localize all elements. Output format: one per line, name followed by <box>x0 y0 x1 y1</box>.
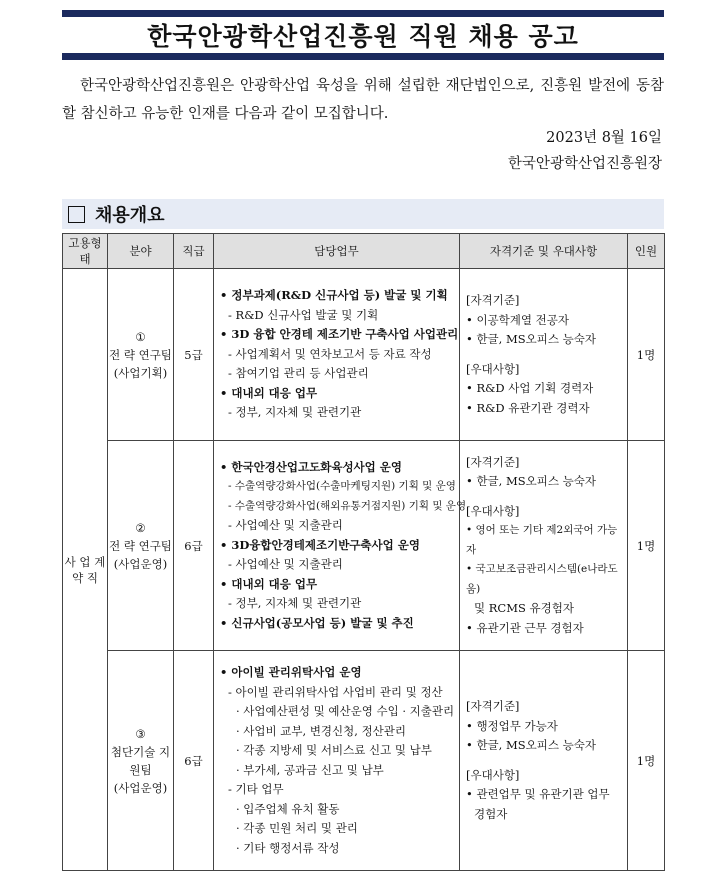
square-icon <box>68 206 85 223</box>
header-headcount: 인원 <box>628 234 665 269</box>
qual-line: • R&D 유관기관 경력자 <box>466 400 590 415</box>
section-header <box>62 199 664 229</box>
duty-line: - 정부, 지자체 및 관련기관 <box>228 405 362 420</box>
title-bar <box>62 10 664 60</box>
qual-line: [우대사항] <box>466 503 520 518</box>
recruitment-table <box>62 233 665 871</box>
duty-line: • 정부과제(R&D 신규사업 등) 발굴 및 기획 <box>220 288 448 303</box>
duty-line: - 수출역량강화사업(해외유통거점지원) 기획 및 운영 <box>228 499 467 512</box>
duty-line: • 신규사업(공모사업 등) 발굴 및 추진 <box>220 615 414 630</box>
field-number: ② <box>135 520 146 535</box>
header-duties: 담당업무 <box>214 234 460 269</box>
field-sub: (사업운영) <box>113 556 168 571</box>
grade-cell: 5급 <box>174 269 214 441</box>
field-name: 전 략 연구팀 <box>109 538 172 553</box>
field-cell <box>108 651 174 871</box>
duty-line: - 참여기업 관리 등 사업관리 <box>228 366 369 381</box>
table-row <box>63 441 665 651</box>
header-grade: 직급 <box>174 234 214 269</box>
qual-line: [자격기준] <box>466 293 520 307</box>
table-row <box>63 651 665 871</box>
duty-line: • 아이빌 관리위탁사업 운영 <box>220 665 362 679</box>
table-row <box>63 269 665 441</box>
duty-line: - 사업계획서 및 연차보고서 등 자료 작성 <box>228 346 432 361</box>
grade-cell: 6급 <box>174 651 214 871</box>
qual-line: [우대사항] <box>466 361 520 376</box>
duty-line: • 3D 융합 안경테 제조기반 구축사업 사업관리 <box>220 327 459 342</box>
grade-cell: 6급 <box>174 441 214 651</box>
spacer <box>466 756 621 766</box>
duty-line: · 사업예산편성 및 예산운영 수입 · 지출관리 <box>236 704 455 718</box>
qual-line: • 영어 또는 기타 제2외국어 가능자 <box>466 524 618 556</box>
headcount-cell: 1명 <box>628 651 665 871</box>
duties-cell <box>214 441 467 651</box>
sender-name: 한국안광학산업진흥원장 <box>507 156 662 172</box>
duty-line: - R&D 신규사업 발굴 및 기획 <box>228 307 379 322</box>
qual-line: • 국고보조금관리시스템(e나라도움) <box>466 563 618 595</box>
employment-type-cell <box>63 269 108 871</box>
section-title: 채용개요 <box>95 205 165 226</box>
headcount-cell: 1명 <box>628 441 665 651</box>
duty-line: · 사업비 교부, 변경신청, 정산관리 <box>236 723 407 738</box>
qual-line: • 한글, MS오피스 능숙자 <box>466 738 596 752</box>
duty-line: • 3D융합안경테제조기반구축사업 운영 <box>220 537 420 552</box>
duty-line: - 수출역량강화사업(수출마케팅지원) 기획 및 운영 <box>228 480 456 493</box>
qual-line: • R&D 사업 기획 경력자 <box>466 381 594 395</box>
headcount-cell: 1명 <box>628 269 665 441</box>
field-number: ③ <box>135 726 146 741</box>
field-name: 전 략 연구팀 <box>109 347 172 362</box>
duty-line: • 한국안경산업고도화육성사업 운영 <box>220 459 402 474</box>
table-header-row <box>63 234 665 269</box>
intro-paragraph <box>62 72 664 128</box>
header-employment-type: 고용형태 <box>63 234 108 269</box>
qual-line: • 행정업무 가능자 <box>466 718 558 733</box>
duty-line: · 각종 민원 처리 및 관리 <box>236 821 358 835</box>
duty-line: • 대내외 대응 업무 <box>220 576 318 591</box>
field-sub: (사업기획) <box>113 365 168 380</box>
field-name: 첨단기술 지원팀 <box>110 744 171 777</box>
qual-line: [우대사항] <box>466 767 520 782</box>
duty-line: • 대내외 대응 업무 <box>220 385 318 400</box>
field-number: ① <box>135 329 146 344</box>
qual-line: 및 RCMS 유경험자 <box>474 601 574 616</box>
duty-line: · 각종 지방세 및 서비스료 신고 및 납부 <box>236 743 432 757</box>
duty-line: - 정부, 지자체 및 관련기관 <box>228 596 362 611</box>
field-sub: (사업운영) <box>113 780 168 795</box>
page-title: 한국안광학산업진흥원 직원 채용 공고 <box>147 22 579 51</box>
qual-line: • 한글, MS오피스 능숙자 <box>466 332 596 346</box>
duties-cell <box>214 651 460 871</box>
spacer <box>466 492 621 502</box>
duties-cell <box>214 269 460 441</box>
qual-line: [자격기준] <box>466 454 520 469</box>
qual-line: • 이공학계열 전공자 <box>466 312 569 327</box>
duty-line: · 기타 행정서류 작성 <box>236 840 340 855</box>
qual-line: • 관련업무 및 유관기관 업무 <box>466 787 610 801</box>
field-cell <box>108 269 174 441</box>
employment-type: 사 업 계 약 직 <box>64 554 106 585</box>
duty-line: - 사업예산 및 지출관리 <box>228 518 343 533</box>
qualifications-cell <box>460 441 628 651</box>
duty-line: - 사업예산 및 지출관리 <box>228 557 343 572</box>
qual-line: • 한글, MS오피스 능숙자 <box>466 474 596 489</box>
header-field: 분야 <box>108 234 174 269</box>
header-qualifications: 자격기준 및 우대사항 <box>460 234 628 269</box>
spacer <box>466 350 621 360</box>
duty-line: · 입주업체 유치 활동 <box>236 801 340 816</box>
posting-date: 2023년 8월 16일 <box>546 130 662 146</box>
field-cell <box>108 441 174 651</box>
duty-line: · 부가세, 공과금 신고 및 납부 <box>236 762 384 777</box>
intro-text: 한국안광학산업진흥원은 안광학산업 육성을 위해 설립한 재단법인으로, 진흥원 발전에 동참할 참신하고 유능한 인재를 다음과 같이 모집합니다. <box>62 78 664 122</box>
qualifications-cell <box>460 651 628 871</box>
qual-line: • 유관기관 근무 경험자 <box>466 620 584 635</box>
duty-line: - 아이빌 관리위탁사업 사업비 관리 및 정산 <box>228 684 443 699</box>
duty-line: - 기타 업무 <box>228 782 284 796</box>
qualifications-cell <box>460 269 628 441</box>
qual-line: [자격기준] <box>466 699 520 713</box>
qual-line: 경험자 <box>474 806 508 821</box>
